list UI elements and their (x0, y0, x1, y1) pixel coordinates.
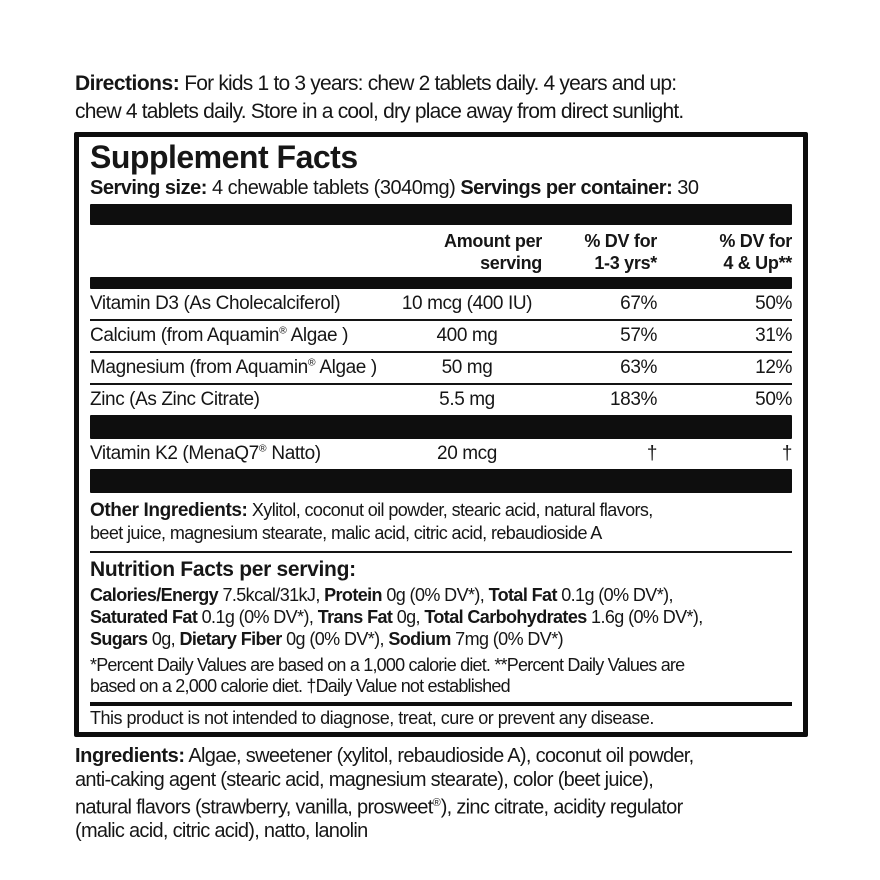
nutrient-dv-1-3yrs: 67% (620, 293, 657, 314)
serving-size-line: Serving size: 4 chewable tablets (3040mg) Servings per container: 30 (90, 177, 699, 199)
nutrient-amount: 400 mg (436, 325, 498, 346)
daily-value-footnote: *Percent Daily Values are based on a 1,000 calorie diet. **Percent Daily Values are based on a 2,000 calorie diet. †Daily Value not established (90, 655, 685, 696)
nutrient-dv-1-3yrs: 63% (620, 357, 657, 378)
nutrient-dv-4up: 31% (755, 325, 792, 346)
other-ingredients-text: Other Ingredients: Xylitol, coconut oil powder, stearic acid, natural flavors, beet juice, magnesium stearate, malic acid, citric acid, rebaudioside A (90, 500, 653, 543)
nutrient-row-vitamin-k2 (90, 439, 792, 469)
nutrition-facts-body: Calories/Energy 7.5kcal/31kJ, Protein 0g (0% DV*), Total Fat 0.1g (0% DV*), Saturated Fat 0.1g (0% DV*), Trans Fat 0g, Total Carbohydrates 1.6g (0% DV*), Sugars 0g, Dietary Fiber 0g (0% DV*), Sodium 7mg (0% DV*) (90, 585, 703, 649)
directions-text: Directions: For kids 1 to 3 years: chew 2 tablets daily. 4 years and up: chew 4 tablets daily. Store in a cool, dry place away from direct sunlight. (75, 72, 684, 123)
nutrient-dv-4up: 12% (755, 357, 792, 378)
column-header-dv-4up: % DV for 4 & Up** (719, 231, 792, 273)
separator-bar-header (90, 277, 792, 289)
column-header-dv-1-3yrs: % DV for 1-3 yrs* (584, 231, 657, 273)
nutrient-dv-4up: 50% (755, 293, 792, 314)
nutrient-amount: 5.5 mg (439, 389, 495, 410)
nutrient-row-magnesium (90, 353, 792, 385)
nutrient-name: Vitamin D3 (As Cholecalciferol) (90, 293, 341, 314)
nutrient-amount: 50 mg (441, 357, 493, 378)
nutrient-row-zinc (90, 385, 792, 415)
nutrient-dv-4up: † (781, 443, 792, 464)
panel-title: Supplement Facts (90, 139, 358, 175)
column-header-row (90, 225, 792, 277)
nutrient-name: Vitamin K2 (MenaQ7® Natto) (90, 443, 321, 464)
column-header-amount: Amount per serving (444, 231, 542, 273)
nutrient-name: Zinc (As Zinc Citrate) (90, 389, 260, 410)
nutrient-dv-1-3yrs: 183% (610, 389, 657, 410)
disclaimer-text: This product is not intended to diagnose, treat, cure or prevent any disease. (90, 708, 654, 728)
nutrient-name: Calcium (from Aquamin® Algae ) (90, 325, 348, 346)
nutrient-row-vitamin-d3 (90, 289, 792, 321)
separator-bar-mid-1 (90, 415, 792, 439)
nutrient-amount: 10 mcg (400 IU) (401, 293, 533, 314)
ingredients-text: Ingredients: Algae, sweetener (xylitol, rebaudioside A), coconut oil powder, anti-caking agent (stearic acid, magnesium stearate), color (beet juice), natural flavors (strawberry, vanilla, prosweet®), zinc citrate, acidity regulator (malic acid, citric acid), natto, lanolin (75, 745, 694, 843)
separator-bar-mid-2 (90, 469, 792, 493)
nutrient-amount: 20 mcg (437, 443, 497, 464)
nutrition-facts-heading: Nutrition Facts per serving: (90, 558, 356, 581)
nutrient-row-calcium (90, 321, 792, 353)
thin-rule (90, 551, 792, 553)
nutrient-name: Magnesium (from Aquamin® Algae ) (90, 357, 377, 378)
supplement-facts-panel (74, 132, 808, 737)
nutrient-dv-4up: 50% (755, 389, 792, 410)
separator-bar-top (90, 204, 792, 225)
nutrient-dv-1-3yrs: † (646, 443, 657, 464)
nutrient-dv-1-3yrs: 57% (620, 325, 657, 346)
